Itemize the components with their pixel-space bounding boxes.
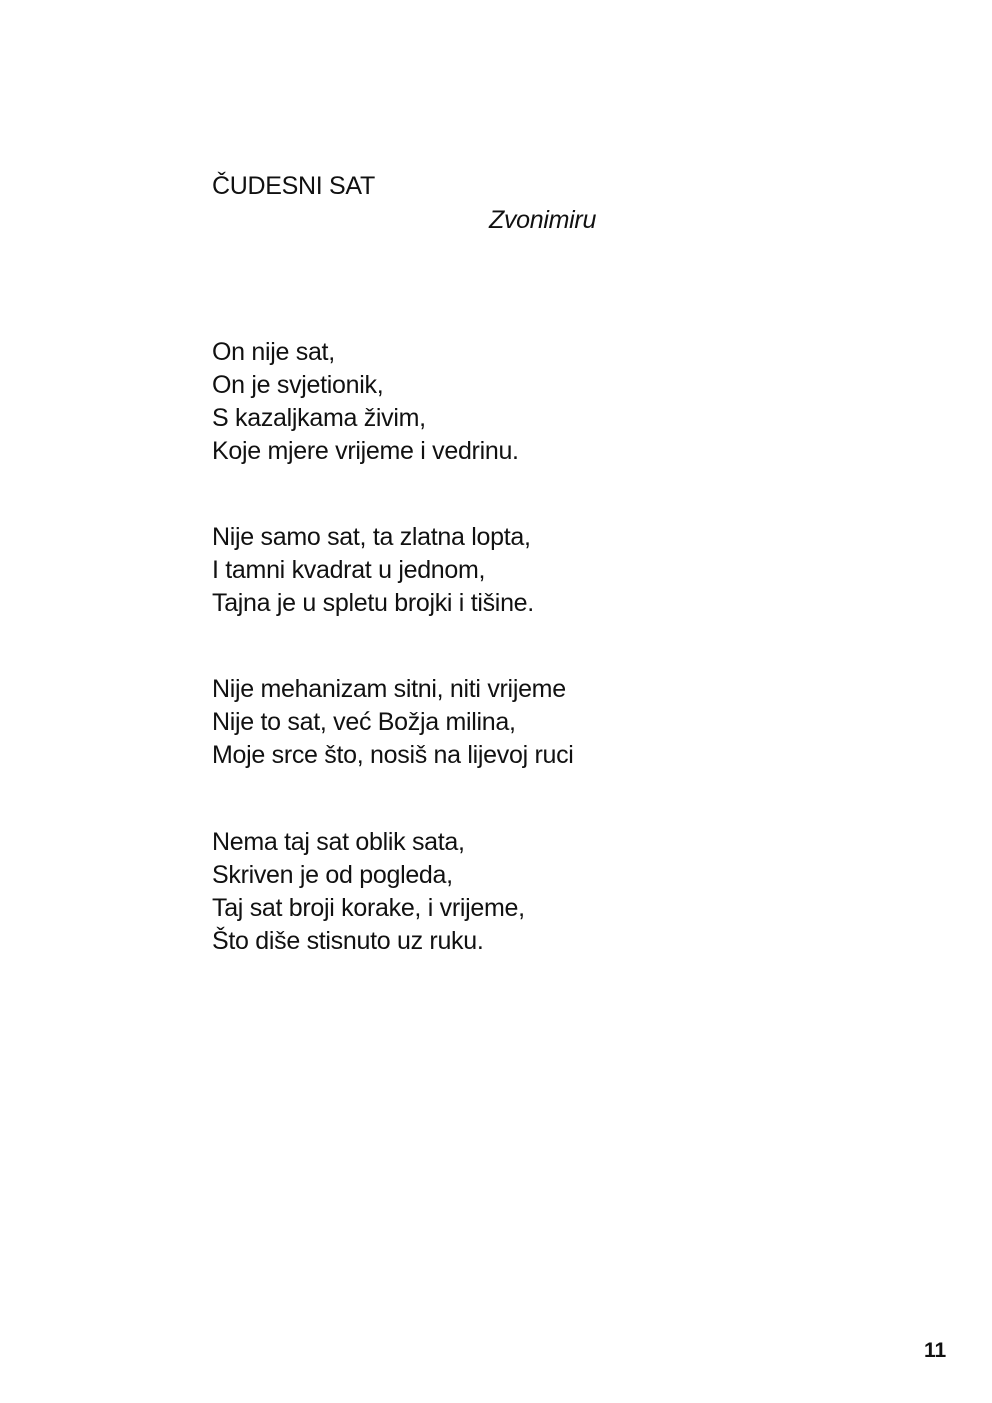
verse-line: Tajna je u spletu brojki i tišine. [212, 589, 534, 617]
verse-line: On je svjetionik, [212, 371, 384, 399]
poem-title: ČUDESNI SAT [212, 172, 375, 200]
stanza-2 [212, 521, 534, 620]
verse-line: Skriven je od pogleda, [212, 861, 453, 889]
verse-line: Nije mehanizam sitni, niti vrijeme [212, 675, 566, 703]
verse-line: Nije samo sat, ta zlatna lopta, [212, 523, 531, 551]
page-number: 11 [924, 1339, 947, 1362]
verse-line: Taj sat broji korake, i vrijeme, [212, 894, 525, 922]
poem-dedication: Zvonimiru [489, 206, 597, 234]
verse-line: Nije to sat, već Božja milina, [212, 708, 516, 736]
verse-line: Što diše stisnuto uz ruku. [212, 927, 484, 955]
stanza-3 [212, 673, 574, 772]
verse-line: Koje mjere vrijeme i vedrinu. [212, 437, 519, 465]
verse-line: S kazaljkama živim, [212, 404, 426, 432]
verse-line: On nije sat, [212, 338, 335, 366]
verse-line: Nema taj sat oblik sata, [212, 828, 465, 856]
stanza-4 [212, 826, 525, 958]
stanza-1 [212, 336, 519, 468]
verse-line: Moje srce što, nosiš na lijevoj ruci [212, 741, 574, 769]
verse-line: I tamni kvadrat u jednom, [212, 556, 486, 584]
